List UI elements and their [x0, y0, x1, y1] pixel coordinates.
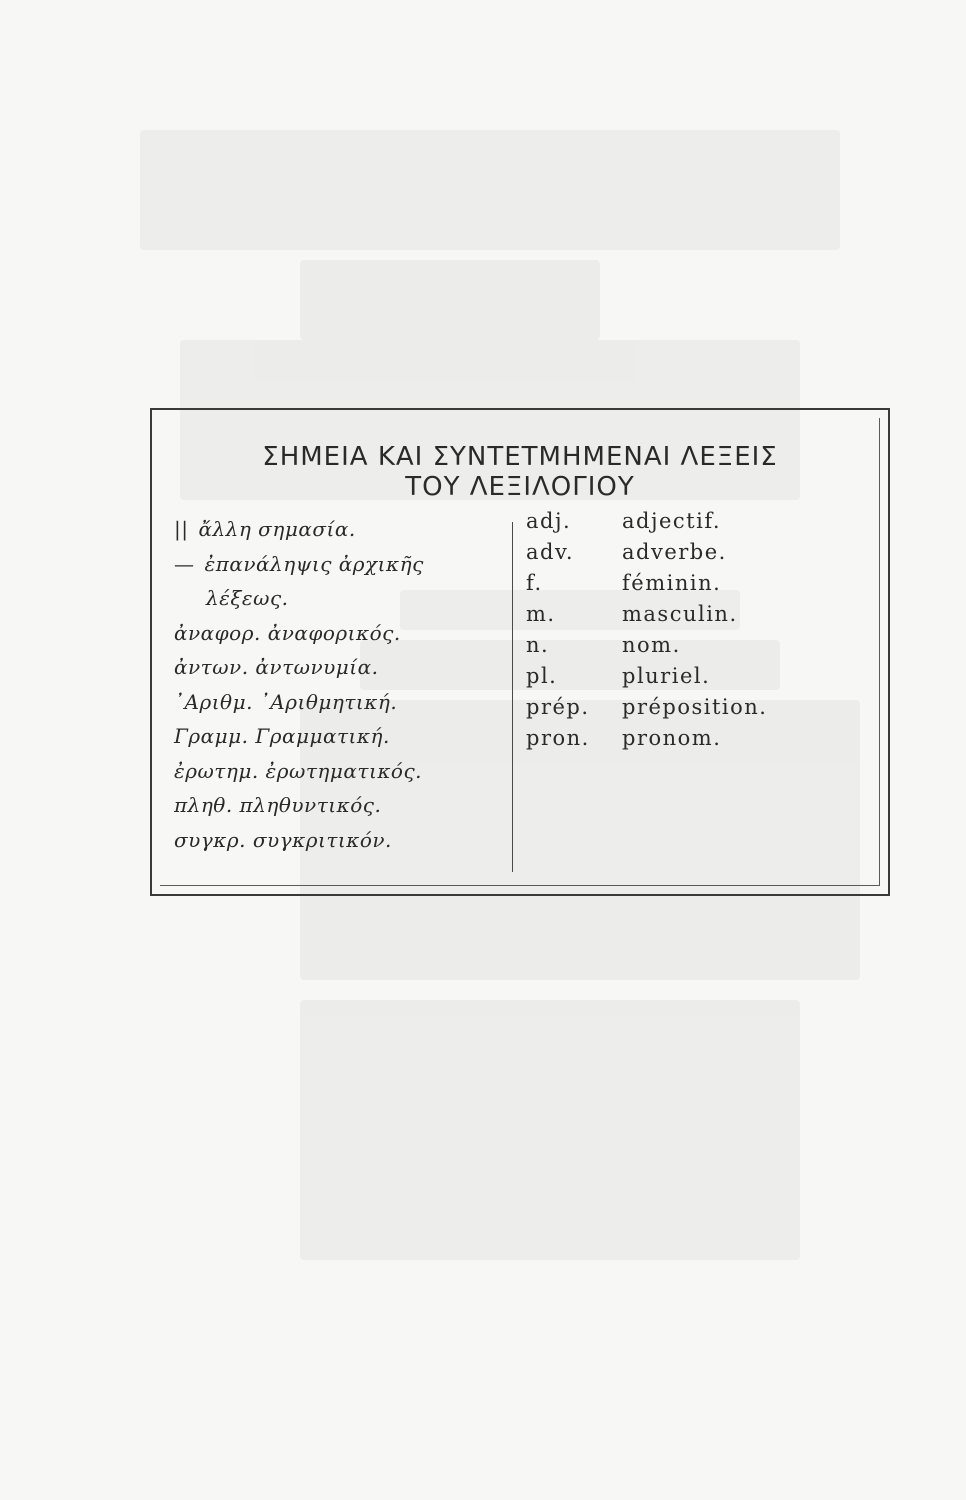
french-full: masculin.	[622, 602, 738, 626]
french-full: nom.	[622, 633, 681, 657]
heading-line-2: ΤΟΥ ΛΕΞΙΛΟΓΙΟΥ	[405, 472, 635, 502]
greek-entry-text: λέξεως.	[206, 586, 289, 610]
greek-entry	[174, 754, 514, 789]
greek-entry-text: ᾿Αριθμ. ᾿Αριθμητική.	[174, 689, 398, 714]
french-abbr: pron.	[526, 726, 590, 750]
french-full: pronom.	[622, 726, 722, 750]
greek-entry	[174, 685, 514, 720]
column-divider	[512, 522, 513, 872]
double-bar-marker: ||	[174, 517, 189, 541]
greek-entry	[174, 788, 514, 823]
dash-marker: —	[174, 551, 195, 576]
french-entry	[526, 537, 866, 568]
greek-entry	[174, 512, 514, 547]
french-full: adverbe.	[622, 540, 727, 564]
french-abbreviations-column	[526, 506, 866, 754]
greek-entry	[174, 547, 514, 582]
french-full: préposition.	[622, 695, 768, 719]
abbreviations-box	[150, 408, 890, 896]
french-entry	[526, 568, 866, 599]
greek-entry-text: ἐρωτημ. ἐρωτηματικός.	[174, 758, 423, 783]
french-full: féminin.	[622, 571, 722, 595]
french-abbr: adj.	[526, 509, 572, 533]
french-abbr: n.	[526, 633, 550, 657]
french-full: adjectif.	[622, 509, 722, 533]
greek-entry-text: πληθ. πληθυντικός.	[174, 793, 382, 817]
heading-line-1: ΣΗΜΕΙΑ ΚΑΙ ΣΥΝΤΕΤΜΗΜΕΝΑΙ ΛΕΞΕΙΣ	[262, 442, 778, 472]
greek-abbreviations-column	[174, 512, 514, 857]
french-abbr: m.	[526, 602, 556, 626]
french-entry	[526, 692, 866, 723]
french-entry	[526, 661, 866, 692]
greek-entry-text: ἐπανάληψις ἀρχικῆς	[204, 551, 424, 576]
greek-entry	[174, 823, 514, 858]
greek-entry-continuation	[174, 581, 514, 616]
greek-entry-text: Γραμμ. Γραμματική.	[174, 724, 390, 748]
greek-entry-text: συγκρ. συγκριτικόν.	[174, 827, 392, 852]
french-entry	[526, 599, 866, 630]
greek-entry-text: ἄλλη σημασία.	[198, 517, 356, 541]
greek-entry-text: ἀναφορ. ἀναφορικός.	[174, 620, 401, 645]
greek-entry	[174, 719, 514, 754]
french-abbr: f.	[526, 571, 543, 595]
greek-entry	[174, 650, 514, 685]
french-full: pluriel.	[622, 664, 711, 688]
french-entry	[526, 506, 866, 537]
french-entry	[526, 723, 866, 754]
french-abbr: adv.	[526, 540, 575, 564]
french-abbr: pl.	[526, 664, 558, 688]
greek-entry-text: ἀντων. ἀντωνυμία.	[174, 655, 379, 679]
french-entry	[526, 630, 866, 661]
french-abbr: prép.	[526, 695, 590, 719]
greek-entry	[174, 616, 514, 651]
